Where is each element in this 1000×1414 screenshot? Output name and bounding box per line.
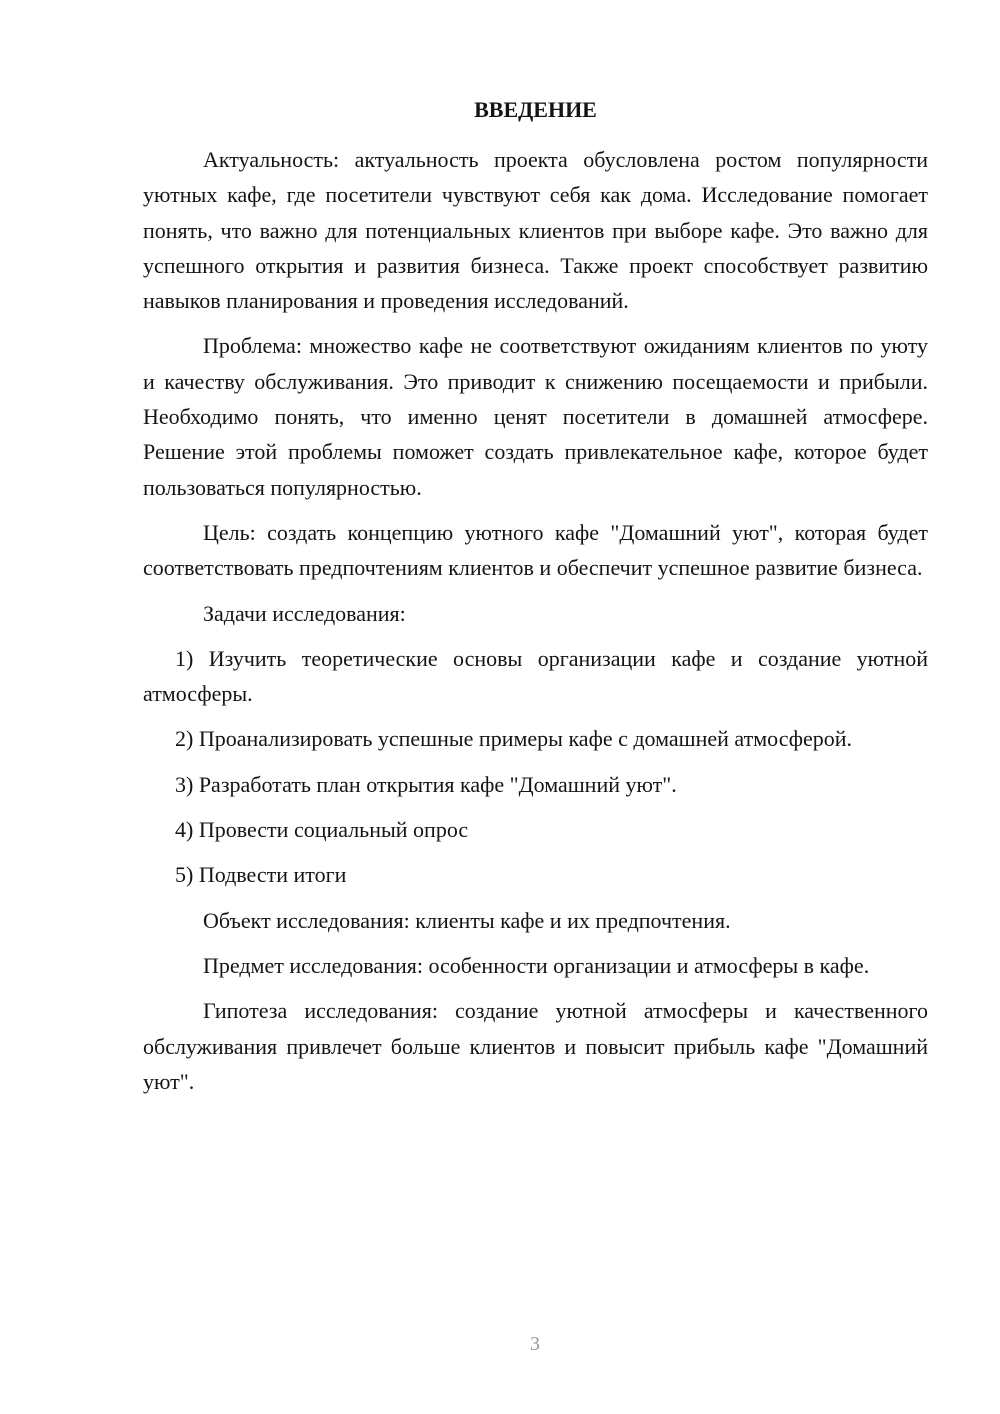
paragraph-goal: Цель: создать концепцию уютного кафе "Домашний уют", которая будет соответствовать предпочтениям клиентов и обеспечит успешное развитие бизнеса. — [143, 519, 928, 581]
task-item-5: 5) Подвести итоги — [175, 862, 347, 888]
page-number: 3 — [530, 1333, 540, 1355]
task-item-2: 2) Проанализировать успешные примеры кафе с домашней атмосферой. — [175, 726, 853, 752]
task-item-3: 3) Разработать план открытия кафе "Домашний уют". — [175, 771, 677, 797]
document-page — [143, 95, 928, 1109]
page-title: ВВЕДЕНИЕ — [474, 97, 597, 122]
paragraph-object: Объект исследования: клиенты кафе и их предпочтения. — [203, 907, 731, 933]
tasks-heading: Задачи исследования: — [203, 600, 406, 626]
paragraph-hypothesis: Гипотеза исследования: создание уютной атмосферы и качественного обслуживания привлечет больше клиентов и повысит прибыль кафе "Домашний уют". — [143, 998, 928, 1094]
task-item-1: 1) Изучить теоретические основы организации кафе и создание уютной атмосферы. — [143, 645, 928, 707]
paragraph-problem: Проблема: множество кафе не соответствуют ожиданиям клиентов по уюту и качеству обслуживания. Это приводит к снижению посещаемости и прибыли. Необходимо понять, что именно ценят посетители в домашней атмосфере. Решение этой проблемы поможет создать привлекательное кафе, которое будет пользоваться популярностью. — [143, 333, 928, 500]
task-item-4: 4) Провести социальный опрос — [175, 817, 469, 843]
paragraph-relevance: Актуальность: актуальность проекта обусловлена ростом популярности уютных кафе, где посетители чувствуют себя как дома. Исследование помогает понять, что важно для потенциальных клиентов при выборе кафе. Это важно для успешного открытия и развития бизнеса. Также проект способствует развитию навыков планирования и проведения исследований. — [143, 147, 928, 314]
paragraph-subject: Предмет исследования: особенности организации и атмосферы в кафе. — [203, 952, 870, 978]
